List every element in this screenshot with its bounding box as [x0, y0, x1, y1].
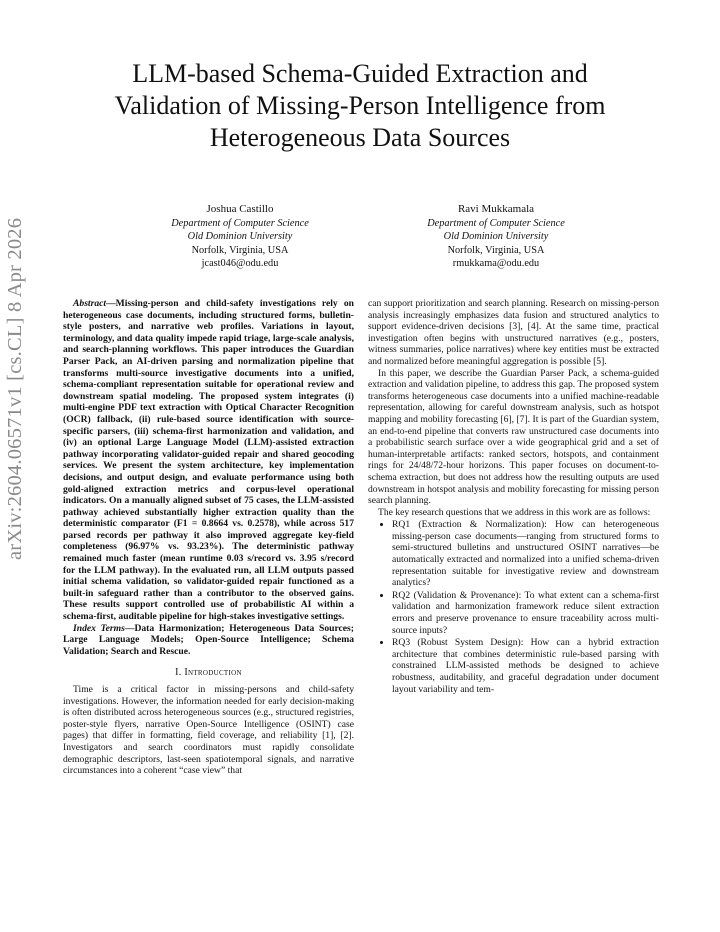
- author-city: Norfolk, Virginia, USA: [191, 244, 289, 256]
- paragraph: The key research questions that we address in this work are as follows:: [378, 506, 651, 518]
- author-univ: Old Dominion University: [187, 231, 293, 242]
- author-city: Norfolk, Virginia, USA: [447, 244, 545, 256]
- paragraph: In this paper, we describe the Guardian Parser Pack, a schema-guided extraction and validation pipeline, to address this gap. The proposed system transforms heterogeneous case documents into a unified machine-readable representation, allowing for careful downstream analysis, such as hotspot mapping and mobility forecasting [6], [7]. It is part of the Guardian system, an end-to-end pipeline that converts raw unstructured case documents into a probabilistic search surface over a wide geographical grid and a set of human-interpretable artifacts: ranked sectors, hotspots, and containment rings for 24/48/72-hour horizons. This paper focuses on document-to-schema extraction, but does not address how the resulting outputs are used downstream in hotspot analysis and mobility forecasting for missing person search planning.: [368, 367, 659, 507]
- research-questions: [368, 519, 659, 695]
- list-item: • RQ2 (Validation & Provenance): To what extent can a schema-first validation and harmonization framework reduce silent extraction errors and preserve provenance to ensure traceability across multi-source inputs?: [392, 590, 659, 636]
- abstract: [63, 298, 354, 623]
- arxiv-stamp: arXiv:2604.06571v1 [cs.CL] 8 Apr 2026: [4, 217, 26, 560]
- author-email[interactable]: rmukkama@odu.edu: [452, 258, 540, 269]
- title-line: Heterogeneous Data Sources: [209, 123, 511, 152]
- author-dept: Department of Computer Science: [427, 217, 565, 229]
- author-block-2: [366, 203, 626, 271]
- index-terms-lead: Index Terms: [73, 622, 125, 634]
- intro-paragraph: Time is a critical factor in missing-persons and child-safety investigations. However, the information needed for early decision-making is often distributed across heterogeneous sources (e.g., structured registries, poster-style flyers, narrative Open-Source Intelligence (OSINT) case pages) that differ in formatting, field coverage, and reliability [1], [2]. Investigators and search coordinators must rapidly consolidate demographic descriptors, last-seen spatiotemporal signals, and narrative circumstances into a coherent “case view” that: [63, 684, 354, 777]
- author-name: Ravi Mukkamala: [457, 203, 535, 215]
- index-terms: [63, 623, 354, 658]
- left-column: [63, 298, 354, 777]
- paragraph: can support prioritization and search planning. Research on missing-person analysis increasingly emphasizes data fusion and structured analytics to support evidence-driven decisions [3], [4]. At the same time, practical investigation often begins with unstructured narratives (e.g., posters, witness summaries, police narratives) where key entities must be extracted and normalized before meaningful aggregation is possible [5].: [368, 298, 659, 367]
- title-line: Validation of Missing-Person Intelligence from: [114, 91, 606, 120]
- author-univ: Old Dominion University: [443, 231, 549, 242]
- list-item: • RQ1 (Extraction & Normalization): How can heterogeneous missing-person case documents—ranging from structured forms to semi-structured bulletins and unstructured OSINT narratives—be automatically extracted and normalized into a unified schema-driven representation suitable for investigative review and downstream analytics?: [392, 519, 659, 589]
- author-block-1: [110, 203, 370, 271]
- title-line: LLM-based Schema-Guided Extraction and: [132, 59, 588, 88]
- author-dept: Department of Computer Science: [171, 217, 309, 229]
- author-email[interactable]: jcast046@odu.edu: [201, 258, 279, 269]
- paper-title: [60, 58, 660, 154]
- abstract-text: —Missing-person and child-safety investigations rely on heterogeneous case documents, including structured forms, bulletin-style posters, and narrative web profiles. Variations in layout, terminology, and data quality impede rapid triage, large-scale analysis, and search-planning workflows. This paper introduces the Guardian Parser Pack, an AI-driven parsing and normalization pipeline that transforms multi-source investigative documents into a unified, schema-compliant representation suitable for operational review and downstream spatial modeling. The proposed system integrates (i) multi-engine PDF text extraction with Optical Character Recognition (OCR) fallback, (ii) rule-based source identification with source-specific parsers, (iii) schema-first harmonization and validation, and (iv) an optional Large Language Model (LLM)-assisted extraction pathway incorporating validator-guided repair and shared geocoding services. We present the system architecture, key implementation decisions, and output design, and evaluate performance using both gold-aligned extraction metrics and corpus-level operational indicators. On a manually aligned subset of 75 cases, the LLM-assisted pathway achieved substantially higher extraction quality than the deterministic comparator (F1 = 0.8664 vs. 0.2578), while across 517 parsed records per pathway it also improved aggregate key-field completeness (96.97% vs. 93.23%). The deterministic pathway remained much faster (mean runtime 0.03 s/record vs. 3.95 s/record for the LLM pathway). In the evaluated run, all LLM outputs passed initial schema validation, so validator-guided repair functioned as a built-in safeguard rather than a contributor to the observed gains. These results support controlled use of probabilistic AI within a schema-first, auditable pipeline for high-stakes investigative settings.: [63, 298, 354, 623]
- abstract-lead: Abstract: [73, 298, 107, 309]
- right-column: [368, 298, 659, 696]
- author-name: Joshua Castillo: [206, 203, 274, 215]
- section-heading: I. Introduction: [175, 667, 242, 679]
- index-terms-text: —Data Harmonization; Heterogeneous Data Sources; Large Language Models; Open-Source Intelligence; Schema Validation; Search and Rescue.: [63, 622, 354, 657]
- list-item: • RQ3 (Robust System Design): How can a hybrid extraction architecture that combines deterministic rule-based parsing with constrained LLM-assisted methods be designed to achieve robustness, auditability, and graceful degradation under document layout variability and tem-: [392, 637, 659, 695]
